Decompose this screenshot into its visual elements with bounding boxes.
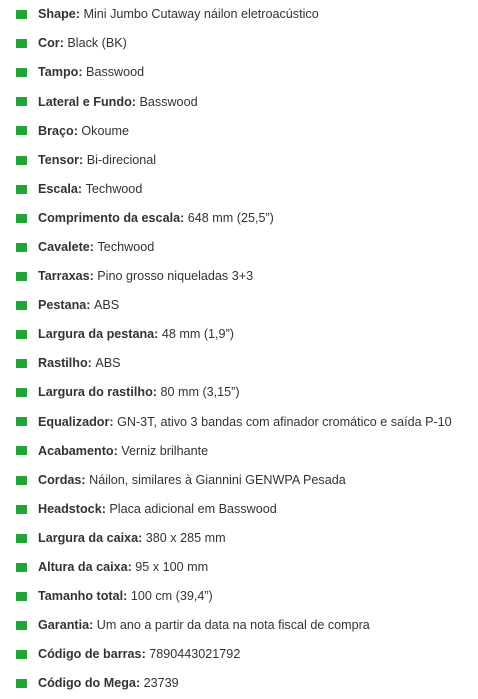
spec-label: Tamanho total:	[38, 589, 128, 604]
spec-item-largura-do-rastilho	[0, 378, 478, 407]
spec-value: 80 mm (3,15”)	[160, 385, 240, 400]
spec-label: Shape:	[38, 7, 80, 22]
spec-label: Escala:	[38, 181, 83, 196]
square-bullet-icon	[16, 156, 27, 165]
spec-value: Techwood	[85, 181, 143, 196]
square-bullet-icon	[16, 272, 27, 281]
square-bullet-icon	[16, 505, 27, 514]
spec-label: Cordas:	[38, 472, 86, 487]
square-bullet-icon	[16, 185, 27, 194]
spec-label: Largura da pestana:	[38, 327, 159, 342]
spec-item-tensor	[0, 145, 478, 174]
spec-value: Mini Jumbo Cutaway náilon eletroacústico	[83, 7, 319, 22]
spec-value: Black (BK)	[67, 36, 127, 51]
spec-item-largura-da-caixa	[0, 524, 478, 553]
spec-label: Tarraxas:	[38, 269, 94, 284]
square-bullet-icon	[16, 534, 27, 543]
spec-label: Tampo:	[38, 65, 83, 80]
spec-item-escala	[0, 175, 478, 204]
spec-item-codigo-de-barras	[0, 640, 478, 669]
square-bullet-icon	[16, 359, 27, 368]
spec-label: Equalizador:	[38, 414, 114, 429]
spec-item-braco	[0, 116, 478, 145]
spec-label: Garantia:	[38, 618, 94, 633]
spec-label: Acabamento:	[38, 443, 118, 458]
square-bullet-icon	[16, 97, 27, 106]
spec-value: ABS	[94, 298, 120, 313]
spec-item-largura-da-pestana	[0, 320, 478, 349]
square-bullet-icon	[16, 621, 27, 630]
spec-item-cor	[0, 29, 478, 58]
spec-label: Pestana:	[38, 298, 91, 313]
spec-label: Braço:	[38, 123, 78, 138]
spec-label: Código do Mega:	[38, 676, 141, 691]
spec-value: ABS	[95, 356, 121, 371]
spec-label: Largura da caixa:	[38, 530, 143, 545]
spec-value: Bi-direcional	[86, 152, 157, 167]
spec-value: Basswood	[139, 94, 198, 109]
spec-value: 100 cm (39,4”)	[130, 589, 213, 604]
spec-item-cavalete	[0, 233, 478, 262]
square-bullet-icon	[16, 243, 27, 252]
spec-item-acabamento	[0, 436, 478, 465]
square-bullet-icon	[16, 388, 27, 397]
spec-label: Cor:	[38, 36, 64, 51]
spec-value: Verniz brilhante	[121, 443, 209, 458]
spec-value: Techwood	[97, 240, 155, 254]
spec-value: GN-3T, ativo 3 bandas com afinador cromático e saída P-10	[117, 414, 452, 429]
square-bullet-icon	[16, 446, 27, 455]
square-bullet-icon	[16, 214, 27, 223]
square-bullet-icon	[16, 417, 27, 426]
spec-item-tampo	[0, 58, 478, 87]
square-bullet-icon	[16, 10, 27, 19]
spec-item-pestana	[0, 291, 478, 320]
square-bullet-icon	[16, 679, 27, 688]
spec-value: 648 mm (25,5”)	[187, 210, 274, 225]
spec-value: 95 x 100 mm	[135, 560, 209, 575]
spec-item-tamanho-total	[0, 582, 478, 611]
spec-item-altura-da-caixa	[0, 553, 478, 582]
spec-label: Código de barras:	[38, 647, 146, 662]
spec-value: Basswood	[86, 65, 145, 80]
spec-item-tarraxas	[0, 262, 478, 291]
square-bullet-icon	[16, 301, 27, 310]
spec-item-lateral-e-fundo	[0, 87, 478, 116]
spec-label: Comprimento da escala:	[38, 210, 185, 225]
spec-value: 7890443021792	[149, 647, 241, 662]
square-bullet-icon	[16, 650, 27, 659]
spec-value: 48 mm (1,9”)	[161, 327, 234, 342]
spec-value: Pino grosso niqueladas 3+3	[97, 269, 254, 284]
spec-value: 23739	[143, 676, 179, 691]
spec-item-shape	[0, 0, 478, 29]
spec-label: Cavalete:	[38, 240, 95, 254]
spec-item-cordas	[0, 466, 478, 495]
spec-label: Rastilho:	[38, 356, 92, 371]
spec-value: Um ano a partir da data na nota fiscal de compra	[96, 618, 370, 633]
square-bullet-icon	[16, 330, 27, 339]
spec-item-codigo-do-mega	[0, 669, 478, 698]
square-bullet-icon	[16, 39, 27, 48]
spec-item-equalizador	[0, 407, 478, 436]
square-bullet-icon	[16, 68, 27, 77]
spec-label: Largura do rastilho:	[38, 385, 157, 400]
spec-item-rastilho	[0, 349, 478, 378]
spec-value: Náilon, similares à Giannini GENWPA Pesada	[89, 472, 346, 487]
spec-label: Lateral e Fundo:	[38, 94, 136, 109]
square-bullet-icon	[16, 126, 27, 135]
spec-value: Placa adicional em Basswood	[109, 501, 277, 516]
spec-value: 380 x 285 mm	[145, 530, 226, 545]
spec-value: Okoume	[81, 123, 129, 138]
spec-item-garantia	[0, 611, 478, 640]
square-bullet-icon	[16, 476, 27, 485]
square-bullet-icon	[16, 592, 27, 601]
spec-item-headstock	[0, 495, 478, 524]
spec-label: Tensor:	[38, 152, 84, 167]
square-bullet-icon	[16, 563, 27, 572]
spec-label: Headstock:	[38, 501, 106, 516]
spec-item-comprimento-da-escala	[0, 204, 478, 233]
spec-label: Altura da caixa:	[38, 560, 132, 575]
